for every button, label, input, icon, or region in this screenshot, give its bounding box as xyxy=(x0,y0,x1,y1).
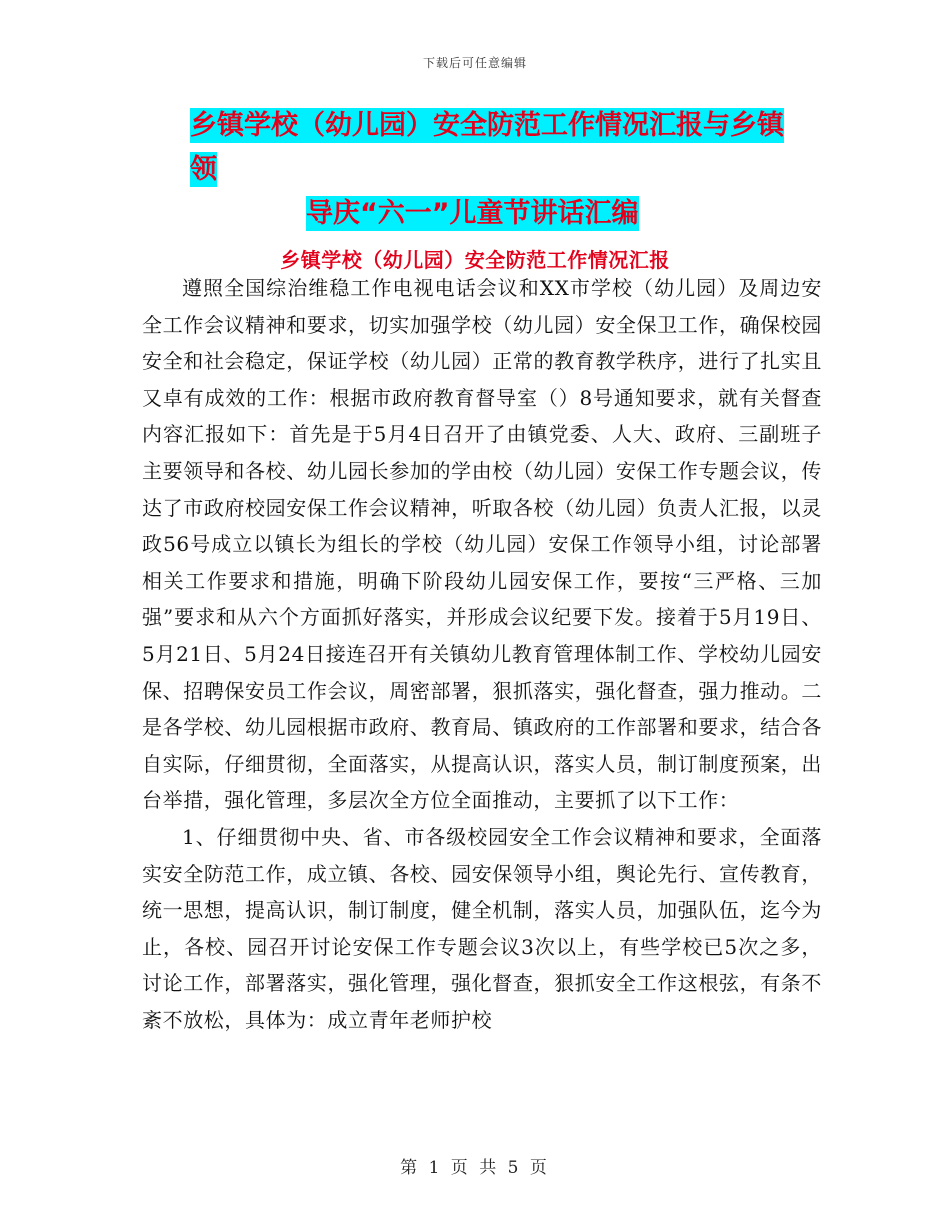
document-title-line-1: 乡镇学校（幼儿园）安全防范工作情况汇报与乡镇领 xyxy=(190,110,784,185)
document-title xyxy=(190,104,810,236)
section-title: 乡镇学校（幼儿园）安全防范工作情况汇报 xyxy=(280,248,670,272)
paragraph-2: 1、仔细贯彻中央、省、市各级校园安全工作会议精神和要求，全面落实安全防范工作，成立镇、各校、园安保领导小组，舆论先行、宣传教育，统一思想，提高认识，制订制度，健全机制，落实人员，加强队伍，迄今为止，各校、园召开讨论安保工作专题会议3次以上，有些学校已5次之多，讨论工作，部署落实，强化管理，强化督查，狠抓安全工作这根弦，有条不紊不放松，具体为：成立青年老师护校 xyxy=(142,824,822,1032)
paragraph-1: 遵照全国综治维稳工作电视电话会议和XX市学校（幼儿园）及周边安全工作会议精神和要求，切实加强学校（幼儿园）安全保卫工作，确保校园安全和社会稳定，保证学校（幼儿园）正常的教育教学秩序，进行了扎实且又卓有成效的工作：根据市政府教育督导室（）8号通知要求，就有关督查内容汇报如下：首先是于5月4日召开了由镇党委、人大、政府、三副班子主要领导和各校、幼儿园长参加的学由校（幼儿园）安保工作专题会议，传达了市政府校园安保工作会议精神，听取各校（幼儿园）负责人汇报，以灵政56号成立以镇长为组长的学校（幼儿园）安保工作领导小组，讨论部署相关工作要求和措施，明确下阶段幼儿园安保工作，要按“三严格、三加强”要求和从六个方面抓好落实，并形成会议纪要下发。接着于5月19日、5月21日、5月24日接连召开有关镇幼儿教育管理体制工作、学校幼儿园安保、招聘保安员工作会议，周密部署，狠抓落实，强化督查，强力推动。二是各学校、幼儿园根据市政府、教育局、镇政府的工作部署和要求，结合各自实际，仔细贯彻，全面落实，从提高认识，落实人员，制订制度预案，出台举措，强化管理，多层次全方位全面推动，主要抓了以下工作： xyxy=(142,276,822,813)
document-title-line-2: 导庆“六一”儿童节讲话汇编 xyxy=(306,198,639,229)
page-footer: 第 1 页 共 5 页 xyxy=(400,1158,550,1178)
header-note: 下载后可任意编辑 xyxy=(422,56,527,70)
body-text xyxy=(142,270,822,1038)
